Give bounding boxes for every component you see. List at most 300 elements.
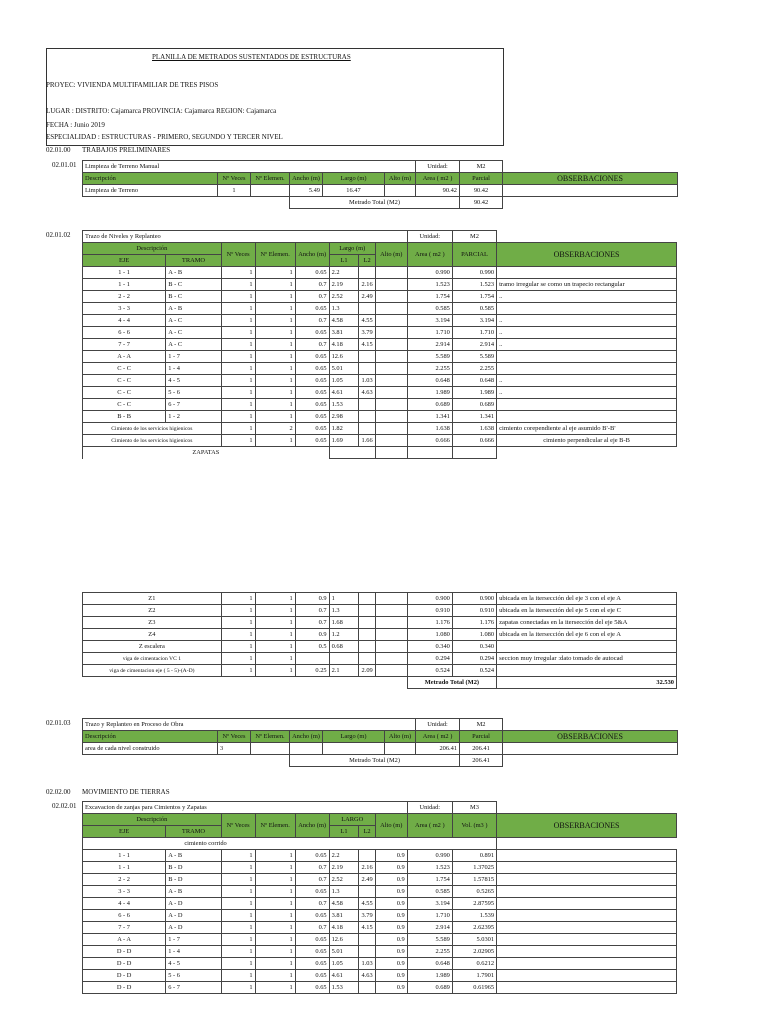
item-code: 02.01.02 — [46, 231, 71, 239]
cell: 0.666 — [452, 435, 496, 447]
col-header: OBSERBACIONES — [497, 814, 677, 838]
cell: 1 — [255, 910, 295, 922]
cell: 2.98 — [329, 411, 359, 423]
cell: 0.9 — [295, 629, 329, 641]
cell: 1 — [221, 653, 255, 665]
cell: 0.9 — [375, 982, 407, 994]
cell: Cimiento de los servicios higienicos — [83, 423, 222, 435]
cell: 0.65 — [295, 934, 329, 946]
date-line: FECHA : Junio 2019 — [46, 121, 105, 129]
cell: 2.19 — [329, 862, 359, 874]
table-limpieza — [82, 160, 678, 209]
cell: 1 — [255, 291, 295, 303]
cell: 0.9 — [375, 886, 407, 898]
table-row — [83, 970, 677, 982]
col-header: L1 — [329, 826, 359, 838]
cell: A - C — [166, 315, 221, 327]
col-header: OBSERBACIONES — [503, 173, 678, 185]
col-header: L2 — [359, 255, 375, 267]
cell — [375, 593, 407, 605]
page-title: PLANILLA DE METRADOS SUSTENTADOS DE ESTRUCTURAS — [152, 53, 351, 61]
cell: 0.9 — [295, 593, 329, 605]
cell: A - A — [83, 351, 166, 363]
cell: 1 — [255, 339, 295, 351]
cell: 2.49 — [359, 291, 375, 303]
cell: 0.7 — [295, 315, 329, 327]
cell — [359, 617, 375, 629]
cell: C - C — [83, 363, 166, 375]
col-header: Nº Elemen. — [255, 243, 295, 267]
cell: 1.3 — [329, 303, 359, 315]
cell — [359, 982, 375, 994]
cell: 0.65 — [295, 387, 329, 399]
table-row — [83, 267, 677, 279]
table-row — [83, 375, 677, 387]
cell: 5 - 6 — [166, 387, 221, 399]
cell — [385, 185, 416, 197]
cell: 1 — [221, 387, 255, 399]
table-row — [83, 874, 677, 886]
cell: 4.18 — [329, 339, 359, 351]
cell: 4 - 5 — [166, 958, 221, 970]
unit-label: Unidad: — [416, 161, 460, 173]
cell: 1 — [221, 922, 255, 934]
cell — [359, 934, 375, 946]
cell — [497, 399, 677, 411]
cell: 5.589 — [452, 351, 496, 363]
cell: 1 — [221, 910, 255, 922]
cell: 0.910 — [452, 605, 496, 617]
cell: 6 - 7 — [166, 399, 221, 411]
unit-label: Unidad: — [407, 231, 452, 243]
cell — [359, 946, 375, 958]
cell: seccion muy irregular :dato tomado de autocad — [497, 653, 677, 665]
cell: 2.2 — [329, 267, 359, 279]
col-header: Ancho (m) — [290, 173, 323, 185]
cell: 0.9 — [375, 922, 407, 934]
total-value: 90.42 — [460, 197, 503, 209]
cell: 1 — [255, 605, 295, 617]
cell: 1 - 7 — [166, 934, 221, 946]
cell: 1 — [255, 593, 295, 605]
cell — [497, 946, 677, 958]
cell: 206.41 — [416, 743, 460, 755]
col-header: TRAMO — [166, 255, 221, 267]
cell: 0.585 — [407, 886, 452, 898]
table-row — [83, 411, 677, 423]
cell: 3.194 — [452, 315, 496, 327]
cell: 1 - 7 — [166, 351, 221, 363]
cell: 0.65 — [295, 423, 329, 435]
cell: 0.524 — [452, 665, 496, 677]
cell — [375, 363, 407, 375]
cell: 5.0301 — [452, 934, 496, 946]
cell: B - D — [166, 862, 221, 874]
cell: 12.6 — [329, 351, 359, 363]
table-row — [83, 605, 677, 617]
cell: Z escalera — [83, 641, 222, 653]
cell: 1 — [255, 982, 295, 994]
cell: 1 — [221, 303, 255, 315]
cell: 0.7 — [295, 898, 329, 910]
cell: 0.990 — [407, 850, 452, 862]
table-title: Trazo de Niveles y Replanteo — [83, 231, 408, 243]
cell — [359, 605, 375, 617]
item-code: 02.01.03 — [46, 719, 71, 727]
cell: 0.689 — [407, 982, 452, 994]
unit-label: Unidad: — [416, 719, 460, 731]
cell: 0.9 — [375, 898, 407, 910]
cell: zapatas conectadas en la itersección del eje 5&A — [497, 617, 677, 629]
col-header: EJE — [83, 255, 166, 267]
cell: 206.41 — [460, 743, 503, 755]
cell: 1.989 — [407, 970, 452, 982]
table-title: Trazo y Replanteo en Proceso de Obra — [83, 719, 416, 731]
cell — [497, 351, 677, 363]
cell: cimiento corependiente al eje asumido B'-B' — [497, 423, 677, 435]
table-title: Excavacion de zanjas para Cimientos y Zapatas — [83, 802, 408, 814]
cell: A - C — [166, 327, 221, 339]
cell — [497, 922, 677, 934]
cell: 1 — [255, 387, 295, 399]
cell: B - B — [83, 411, 166, 423]
unit-value: M3 — [452, 802, 496, 814]
cell: 1.53 — [329, 399, 359, 411]
cell: 0.65 — [295, 267, 329, 279]
cell: 1 — [255, 327, 295, 339]
cell: 6 - 7 — [166, 982, 221, 994]
cell: D - D — [83, 958, 166, 970]
cell: 1 — [255, 303, 295, 315]
cell: 5.01 — [329, 363, 359, 375]
cell: 3.194 — [407, 898, 452, 910]
table-row — [83, 399, 677, 411]
cell: 1.82 — [329, 423, 359, 435]
cell: 1 — [255, 970, 295, 982]
cell: 1 — [255, 629, 295, 641]
cell — [359, 886, 375, 898]
table-row — [83, 435, 677, 447]
table-row — [83, 291, 677, 303]
cell — [359, 653, 375, 665]
table-row — [83, 653, 677, 665]
table-header — [83, 814, 677, 826]
cell: 0.9 — [375, 958, 407, 970]
col-header: Parcial — [460, 731, 503, 743]
cell: 0.5 — [295, 641, 329, 653]
cell: 4.63 — [359, 387, 375, 399]
table-row — [83, 423, 677, 435]
cell: 2 - 2 — [83, 874, 166, 886]
cell: 1 — [255, 375, 295, 387]
cell: .. — [497, 291, 677, 303]
cell: 4.63 — [359, 970, 375, 982]
cell: 4.58 — [329, 315, 359, 327]
col-header: Vol. (m3 ) — [452, 814, 496, 838]
col-header: Alto (m) — [375, 814, 407, 838]
col-header: Alto (m) — [385, 731, 416, 743]
cell: ubicada en la itersección del eje 6 con el eje A — [497, 629, 677, 641]
cell — [375, 653, 407, 665]
cell: .. — [497, 387, 677, 399]
total-label: Metrado Total (M2) — [290, 755, 460, 767]
cell: 1.989 — [452, 387, 496, 399]
cell: 0.65 — [295, 351, 329, 363]
cell: 1 — [221, 423, 255, 435]
table-row — [83, 958, 677, 970]
cell: 0.65 — [295, 850, 329, 862]
cell: 0.910 — [407, 605, 452, 617]
cell: 1 — [221, 399, 255, 411]
cell: A - C — [166, 339, 221, 351]
col-header: Ancho (m) — [295, 243, 329, 267]
location-line: LUGAR : DISTRITO: Cajamarca PROVINCIA: Cajamarca REGION: Cajamarca — [46, 107, 277, 115]
cell: 1 - 4 — [166, 363, 221, 375]
cell — [497, 411, 677, 423]
cell — [375, 629, 407, 641]
cell: 0.7 — [295, 874, 329, 886]
cell — [251, 185, 290, 197]
cell: 0.65 — [295, 970, 329, 982]
cell: B - C — [166, 291, 221, 303]
cell — [375, 665, 407, 677]
cell: A - A — [83, 934, 166, 946]
cell — [497, 886, 677, 898]
cell: 0.990 — [407, 267, 452, 279]
col-header: Nº Veces — [221, 243, 255, 267]
cell: 1 — [255, 351, 295, 363]
cell: Z2 — [83, 605, 222, 617]
cell: A - B — [166, 850, 221, 862]
cell: 1 — [221, 982, 255, 994]
cell: 1 — [221, 351, 255, 363]
table-row — [83, 743, 678, 755]
cell: 1 — [221, 605, 255, 617]
col-header: Descripción — [83, 814, 222, 826]
col-header: Nº Veces — [218, 731, 251, 743]
cell: 0.900 — [407, 593, 452, 605]
cell: 0.9 — [375, 850, 407, 862]
cell: 1 — [221, 850, 255, 862]
cell: 0.9 — [375, 874, 407, 886]
cell: 0.7 — [295, 922, 329, 934]
cell: 1 - 1 — [83, 279, 166, 291]
cell: 2.255 — [452, 363, 496, 375]
table-row — [83, 946, 677, 958]
table-row — [83, 363, 677, 375]
cell: 3 — [218, 743, 251, 755]
cell: 4 - 4 — [83, 898, 166, 910]
cell — [359, 267, 375, 279]
cell: 1 — [329, 593, 359, 605]
cell: 1.754 — [452, 291, 496, 303]
cell — [497, 850, 677, 862]
cell — [359, 850, 375, 862]
cell: 2.914 — [407, 339, 452, 351]
cell — [251, 743, 290, 755]
cell: 0.648 — [407, 375, 452, 387]
cell — [375, 375, 407, 387]
cell: 1.341 — [452, 411, 496, 423]
cell: 1.3 — [329, 886, 359, 898]
col-header: Largo (m) — [323, 731, 385, 743]
cell: 3.79 — [359, 910, 375, 922]
cell: 1.638 — [407, 423, 452, 435]
cell: 2 — [255, 423, 295, 435]
cell: 1 — [255, 946, 295, 958]
cell: 2.62395 — [452, 922, 496, 934]
cell: 1 — [221, 934, 255, 946]
table-row — [83, 898, 677, 910]
cell: 1 — [221, 279, 255, 291]
cell: 3.194 — [407, 315, 452, 327]
cell: 1 - 1 — [83, 850, 166, 862]
col-header: OBSERBACIONES — [503, 731, 678, 743]
cell: A - B — [166, 886, 221, 898]
cell: 7 - 7 — [83, 922, 166, 934]
cell: 1 — [221, 617, 255, 629]
cell: 1.523 — [407, 862, 452, 874]
cell: 0.61965 — [452, 982, 496, 994]
cell: 12.6 — [329, 934, 359, 946]
col-header: Nº Elemen. — [251, 173, 290, 185]
cell: 0.65 — [295, 363, 329, 375]
cell: 0.524 — [407, 665, 452, 677]
zapatas-label: ZAPATAS — [83, 447, 330, 459]
cell: Limpieza de Terreno — [83, 185, 218, 197]
cell: 4.61 — [329, 970, 359, 982]
cell: 1 — [221, 315, 255, 327]
table-row — [83, 315, 677, 327]
cell: 1 - 1 — [83, 862, 166, 874]
cell: 1 — [221, 411, 255, 423]
cell: 0.68 — [329, 641, 359, 653]
cell: 0.65 — [295, 886, 329, 898]
cell: 1.66 — [359, 435, 375, 447]
cell: 0.9 — [375, 934, 407, 946]
cell: 2.19 — [329, 279, 359, 291]
cell: 0.65 — [295, 411, 329, 423]
cell: 2.914 — [452, 339, 496, 351]
unit-value: M2 — [452, 231, 496, 243]
cell: Z3 — [83, 617, 222, 629]
cell: 1 — [221, 946, 255, 958]
total-value: 32.530 — [497, 677, 677, 689]
cell: 2.255 — [407, 946, 452, 958]
cell: 1.176 — [407, 617, 452, 629]
cell — [497, 303, 677, 315]
cell: 1.638 — [452, 423, 496, 435]
cell: 1 — [221, 339, 255, 351]
item-code: 02.01.01 — [52, 161, 77, 169]
cell: 0.990 — [452, 267, 496, 279]
cell: viga de cimentacion VC 1 — [83, 653, 222, 665]
col-header: Area ( m2 ) — [407, 243, 452, 267]
cell: D - D — [83, 970, 166, 982]
cell: 1 — [221, 267, 255, 279]
cell: 0.7 — [295, 617, 329, 629]
cell: 1 — [255, 958, 295, 970]
section-title: TRABAJOS PRELIMINARES — [82, 146, 171, 154]
cell: 1 — [221, 874, 255, 886]
cell: 0.65 — [295, 435, 329, 447]
cell: 0.5265 — [452, 886, 496, 898]
cell — [359, 351, 375, 363]
cell: 1 — [221, 970, 255, 982]
table-row — [83, 982, 677, 994]
cell: 4.15 — [359, 922, 375, 934]
cell — [375, 399, 407, 411]
cell: 0.648 — [452, 375, 496, 387]
cell: 0.65 — [295, 958, 329, 970]
cell — [497, 363, 677, 375]
cell: 4.58 — [329, 898, 359, 910]
cell: 1 — [255, 315, 295, 327]
cell: 1.176 — [452, 617, 496, 629]
cell: 1.710 — [452, 327, 496, 339]
cell: 0.648 — [407, 958, 452, 970]
col-header: Largo (m) — [329, 243, 375, 255]
table-title: Limpieza de Terreno Manual — [83, 161, 416, 173]
cell: 0.585 — [452, 303, 496, 315]
header-box — [46, 48, 504, 146]
cell: 1 - 2 — [166, 411, 221, 423]
cell: 1 — [255, 934, 295, 946]
table-row — [83, 327, 677, 339]
section-code: 02.01.00 — [46, 146, 71, 154]
cell: 1.523 — [452, 279, 496, 291]
cell: 1 — [221, 862, 255, 874]
cell: 2.09 — [359, 665, 375, 677]
cell: 1 — [221, 435, 255, 447]
cell: 5.01 — [329, 946, 359, 958]
cell — [359, 303, 375, 315]
cell: 0.689 — [452, 399, 496, 411]
cell: 4.15 — [359, 339, 375, 351]
cell — [385, 743, 416, 755]
col-header: Descripción — [83, 731, 218, 743]
cell — [290, 743, 323, 755]
unit-value: M2 — [460, 719, 503, 731]
table-row — [83, 886, 677, 898]
section-code: 02.02.00 — [46, 788, 71, 796]
cell: 3.81 — [329, 327, 359, 339]
cell — [359, 641, 375, 653]
table-row — [83, 934, 677, 946]
cell: A - B — [166, 267, 221, 279]
cell — [497, 982, 677, 994]
project-line: PROYEC: VIVIENDA MULTIFAMILIAR DE TRES PISOS — [46, 81, 219, 89]
cell — [375, 315, 407, 327]
cell — [497, 862, 677, 874]
total-value: 206.41 — [460, 755, 503, 767]
cell: 1 — [221, 327, 255, 339]
col-header: Area ( m2 ) — [416, 173, 460, 185]
cell: 0.6212 — [452, 958, 496, 970]
col-header: Descripción — [83, 243, 222, 255]
cell: 1.68 — [329, 617, 359, 629]
table-row — [83, 617, 677, 629]
cell: ubicada en la itersección del eje 3 con el eje A — [497, 593, 677, 605]
table-header — [83, 731, 678, 743]
cell — [359, 399, 375, 411]
col-header: Nº Veces — [221, 814, 255, 838]
table-row — [83, 665, 677, 677]
col-header: L2 — [359, 826, 375, 838]
cell: 2.16 — [359, 862, 375, 874]
cell: Cimiento de los servicios higienicos — [83, 435, 222, 447]
cell: 1 — [255, 435, 295, 447]
